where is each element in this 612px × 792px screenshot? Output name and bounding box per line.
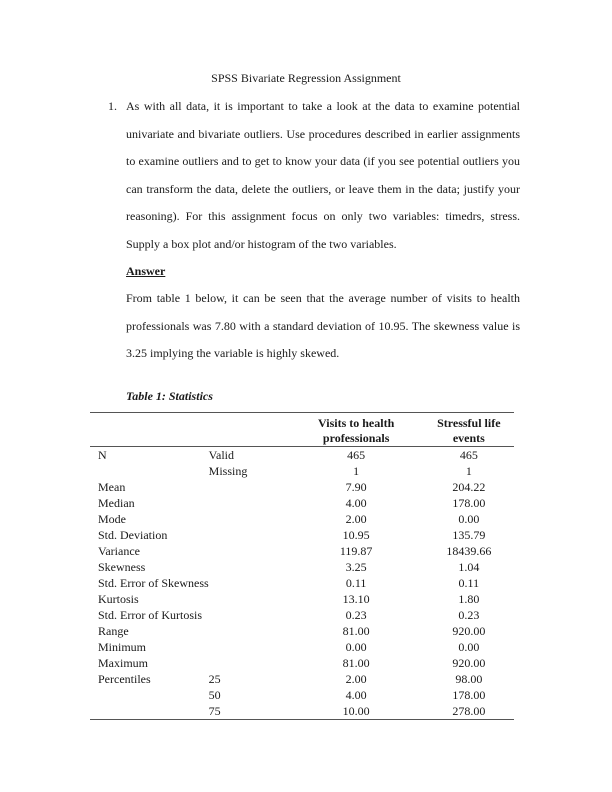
row-sublabel: [209, 527, 289, 543]
row-sublabel: [209, 639, 289, 655]
table-row: [90, 575, 514, 591]
table-row: [90, 495, 514, 511]
table-row: [90, 671, 514, 687]
visits-value: 81.00: [342, 624, 370, 638]
question-text: As with all data, it is important to take a look at the data to examine potential univariate and bivariate outliers. Use procedures described in earlier assignments to examine outliers and to get to know your data (if you see potential outliers you can transform the data, delete the outliers, or leave them in the data; justify your reasoning). For this assignment focus on only two variables: timedrs, stress. Supply a box plot and/or histogram of the two variables.: [126, 99, 520, 251]
row-sublabel: [209, 607, 289, 623]
row-label: Std. Error of Skewness: [98, 576, 209, 590]
header-cell: [209, 413, 289, 447]
stress-value: 278.00: [452, 704, 486, 718]
visits-value: 119.87: [339, 544, 373, 558]
table-header-row: [90, 413, 514, 447]
row-label: Variance: [98, 544, 140, 558]
row-label: Std. Deviation: [98, 528, 168, 542]
answer-heading: Answer: [126, 264, 166, 278]
table-row: [90, 543, 514, 559]
table-caption: Table 1: Statistics: [126, 389, 213, 403]
visits-value: 2.00: [345, 672, 367, 686]
stress-value: 1.80: [458, 592, 480, 606]
visits-value: 7.90: [345, 480, 367, 494]
visits-value: 10.00: [342, 704, 370, 718]
stress-value: 0.00: [458, 640, 480, 654]
table-row: [90, 623, 514, 639]
row-sublabel: [209, 543, 289, 559]
visits-value: 0.23: [345, 608, 367, 622]
stress-value: 1.04: [458, 560, 480, 574]
visits-value: 0.00: [345, 640, 367, 654]
table-row: [90, 511, 514, 527]
stress-value: 920.00: [452, 656, 486, 670]
row-label: Minimum: [98, 640, 147, 654]
visits-value: 10.95: [342, 528, 370, 542]
row-label: Mean: [98, 480, 126, 494]
stress-value: 98.00: [455, 672, 483, 686]
table-row: [90, 479, 514, 495]
row-label: Range: [98, 624, 129, 638]
row-sublabel: Valid: [208, 448, 234, 462]
row-label: N: [98, 448, 107, 462]
row-label: [90, 687, 209, 703]
row-sublabel: 75: [208, 704, 221, 718]
table-row: [90, 527, 514, 543]
row-sublabel: [209, 591, 289, 607]
table-row: [90, 463, 514, 479]
visits-value: 2.00: [345, 512, 367, 526]
stress-value: 0.00: [458, 512, 480, 526]
visits-value: 4.00: [345, 688, 367, 702]
question-number: 1.: [108, 99, 117, 113]
visits-value: 1: [353, 464, 360, 478]
row-label: Kurtosis: [98, 592, 139, 606]
stress-value: 920.00: [452, 624, 486, 638]
answer-paragraph: From table 1 below, it can be seen that the average number of visits to health professionals was 7.80 with a standard deviation of 10.95. The skewness value is 3.25 implying the variable is highly skewed.: [126, 291, 520, 360]
row-sublabel: [209, 559, 289, 575]
row-label: Median: [98, 496, 135, 510]
visits-value: 3.25: [345, 560, 367, 574]
visits-value: 0.11: [345, 576, 367, 590]
row-label: Percentiles: [98, 672, 151, 686]
row-label: Maximum: [98, 656, 148, 670]
header-stress: Stressful life events: [437, 416, 501, 445]
stress-value: 135.79: [452, 528, 486, 542]
visits-value: 4.00: [345, 496, 367, 510]
stress-value: 0.11: [458, 576, 480, 590]
table-row: [90, 591, 514, 607]
row-label: [90, 463, 209, 479]
statistics-table: [90, 412, 514, 720]
stress-value: 18439.66: [446, 544, 492, 558]
row-label: Std. Error of Kurtosis: [98, 608, 202, 622]
page-title: SPSS Bivariate Regression Assignment: [211, 71, 401, 85]
table-row: [90, 607, 514, 623]
row-sublabel: Missing: [208, 464, 248, 478]
row-sublabel: 25: [208, 672, 221, 686]
stress-value: 1: [465, 464, 472, 478]
stress-value: 178.00: [452, 688, 486, 702]
row-label: Mode: [98, 512, 126, 526]
row-sublabel: [209, 495, 289, 511]
visits-value: 13.10: [342, 592, 370, 606]
row-label: [90, 703, 209, 720]
row-sublabel: [209, 511, 289, 527]
row-sublabel: [209, 623, 289, 639]
row-sublabel: [209, 479, 289, 495]
row-sublabel: [209, 575, 289, 591]
table-row: [90, 687, 514, 703]
stress-value: 465: [459, 448, 478, 462]
header-visits: Visits to health professionals: [318, 416, 395, 445]
table-row: [90, 703, 514, 720]
table-row: [90, 447, 514, 464]
visits-value: 465: [347, 448, 366, 462]
table-row: [90, 559, 514, 575]
table-row: [90, 655, 514, 671]
stress-value: 178.00: [452, 496, 486, 510]
row-sublabel: 50: [208, 688, 221, 702]
header-cell: [90, 413, 209, 447]
row-sublabel: [209, 655, 289, 671]
visits-value: 81.00: [342, 656, 370, 670]
stress-value: 204.22: [452, 480, 486, 494]
row-label: Skewness: [98, 560, 146, 574]
stress-value: 0.23: [458, 608, 480, 622]
table-row: [90, 639, 514, 655]
